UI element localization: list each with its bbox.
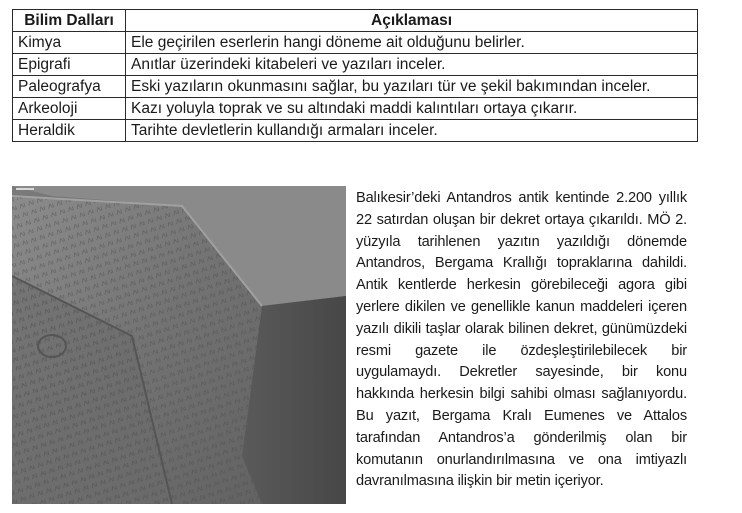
antandros-decree-paragraph: Balıkesir’deki Antandros antik kentinde 2.200 yıllık 22 satırdan oluşan bir dekret ortaya çıkarıldı. MÖ 2. yüzyıla tarihlenen yazıtın yazıldığı dönemde Antandros, Bergama Krallığı topraklarına dahildi. Antik kentlerde herkesin görebileceği agora gibi yerlere dikilen ve genellikle kanun maddeleri içeren yazılı dikili taşlar olarak bilinen dekret, günümüzdeki resmi gazete ile özdeşleştirilebilecek bir uygulamaydı. Dekretler sayesinde, bir konu hakkında herkesin bilgi sahibi olması sağlanıyordu. Bu yazıt, Bergama Kralı Eumenes ve Attalos tarafından Antandros’a gönderilmiş olan bir komutanın onurlandırılmasına ve ona imtiyazlı davranılmasına ilişkin bir metin içeriyor. — [356, 190, 687, 490]
branch-name: Paleografya — [13, 76, 126, 98]
table-row — [13, 32, 698, 54]
table-header-row — [13, 10, 698, 32]
table-row — [13, 76, 698, 98]
branch-description: Tarihte devletlerin kullandığı armaları inceler. — [126, 120, 698, 142]
branch-name: Kimya — [13, 32, 126, 54]
table-row — [13, 54, 698, 76]
decree-stone-photo — [12, 186, 346, 504]
branch-name: Arkeoloji — [13, 98, 126, 120]
branch-description: Ele geçirilen eserlerin hangi döneme ait olduğunu belirler. — [126, 32, 698, 54]
header-description: Açıklaması — [126, 10, 698, 32]
branch-description: Kazı yoluyla toprak ve su altındaki maddi kalıntıları ortaya çıkarır. — [126, 98, 698, 120]
branch-name: Epigrafi — [13, 54, 126, 76]
inscribed-stone-image — [12, 186, 346, 504]
table-row — [13, 98, 698, 120]
branch-description: Anıtlar üzerindeki kitabeleri ve yazıları inceler. — [126, 54, 698, 76]
header-branch: Bilim Dalları — [13, 10, 126, 32]
science-branches-table — [12, 9, 698, 142]
branch-name: Heraldik — [13, 120, 126, 142]
branch-description: Eski yazıların okunmasını sağlar, bu yazıları tür ve şekil bakımından inceler. — [126, 76, 698, 98]
table-row — [13, 120, 698, 142]
